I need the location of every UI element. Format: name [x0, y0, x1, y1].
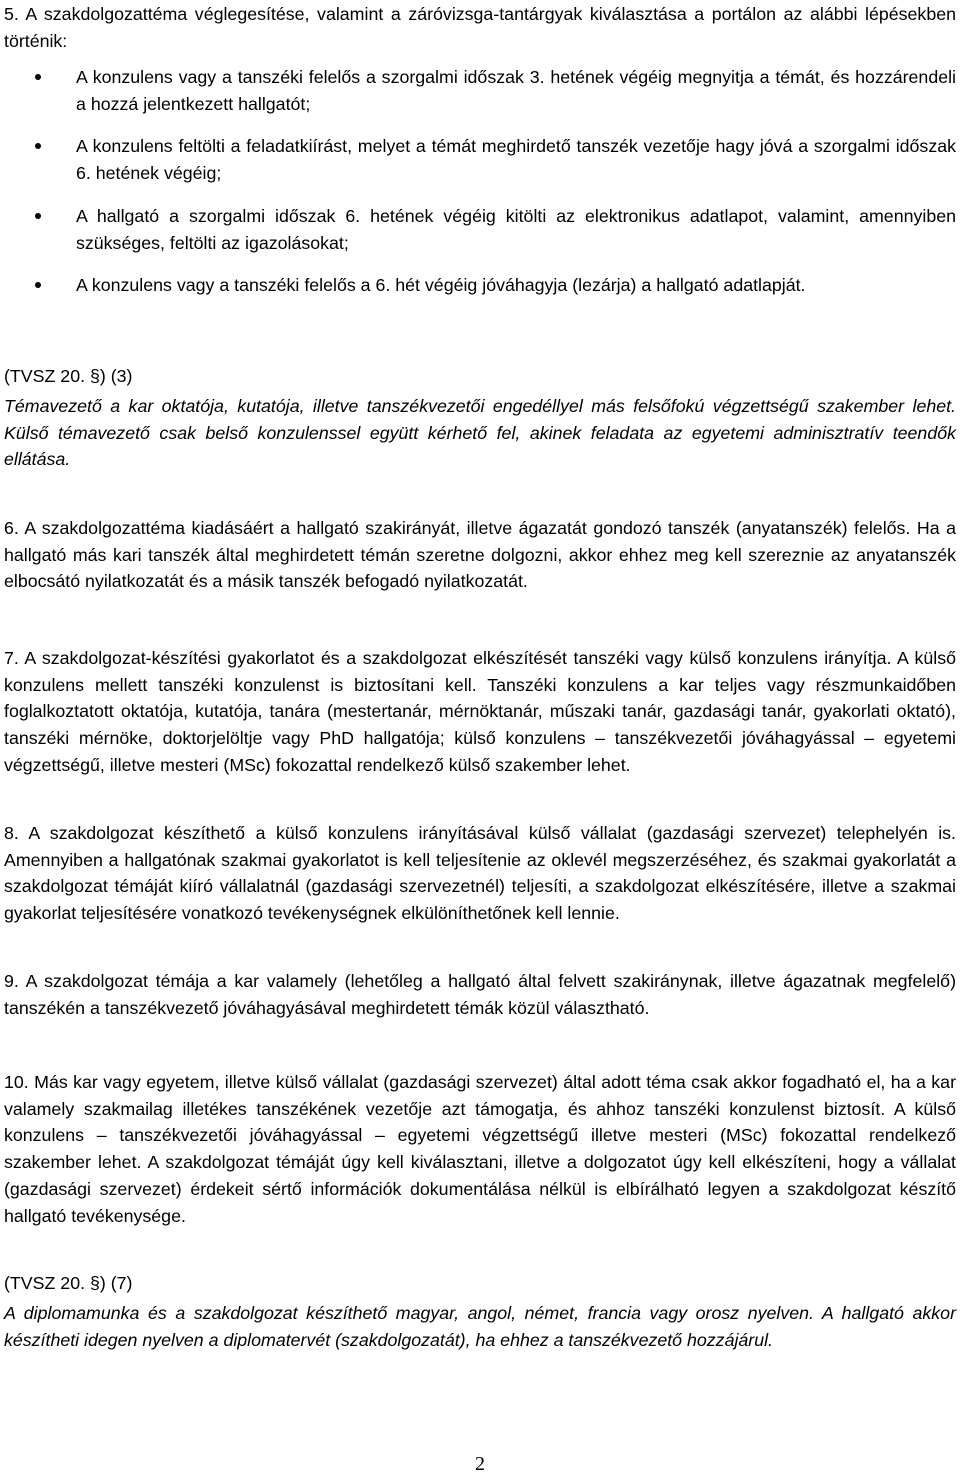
tvsz-reference-7: (TVSZ 20. §) (7)	[4, 1273, 133, 1293]
bullet-text: A konzulens feltölti a feladatkiírást, melyet a témát meghirdető tanszék vezetője hagy jóvá a szorgalmi időszak 6. hetének végéig;	[76, 136, 956, 184]
bullet-text: A hallgató a szorgalmi időszak 6. hetének végéig kitölti az elektronikus adatlapot, valamint, amennyiben szükséges, feltölti az igazolásokat;	[76, 205, 956, 253]
bullet-dot-icon	[35, 143, 41, 149]
page-number: 2	[475, 1453, 485, 1475]
bullet-dot-icon	[35, 213, 41, 219]
bullet-item	[4, 64, 956, 117]
bullet-item	[4, 272, 956, 299]
bullet-text: A konzulens vagy a tanszéki felelős a 6. hét végéig jóváhagyja (lezárja) a hallgató adatlapját.	[76, 275, 806, 296]
bullet-dot-icon	[35, 282, 41, 288]
bullet-item	[4, 133, 956, 186]
bullet-text: A konzulens vagy a tanszéki felelős a szorgalmi időszak 3. hetének végéig megnyitja a témát, és hozzárendeli a hozzá jelentkezett hallgatót;	[76, 67, 956, 114]
item-7-paragraph: 7. A szakdolgozat-készítési gyakorlatot és a szakdolgozat elkészítését tanszéki vagy külső konzulens irányítja. A külső konzulens mellett tanszéki konzulenst is biztosítani kell. Tanszéki konzulens a kar teljes vagy részmunkaidőben foglalkoztatott oktatója, kutatója, tanára (mestertanár, mérnöktanár, műszaki tanár, gazdasági tanár, gyakorlati oktató), tanszéki mérnöke, doktorjelöltje vagy PhD hallgatója; külső konzulens – tanszékvezetői jóváhagyással – egyetemi végzettségű, illetve mesteri (MSc) fokozattal rendelkező külső szakember lehet.	[4, 648, 956, 775]
tvsz-quote-7: A diplomamunka és a szakdolgozat készíthető magyar, angol, német, francia vagy orosz nyelven. A hallgató akkor készítheti idegen nyelven a diplomatervét (szakdolgozatát), ha ehhez a tanszékvezető hozzájárul.	[4, 1303, 956, 1350]
item-10-paragraph: 10. Más kar vagy egyetem, illetve külső vállalat (gazdasági szervezet) által adott téma csak akkor fogadható el, ha a kar valamely szakmailag illetékes tanszékének vezetője azt támogatja, és ahhoz tanszéki konzulenst biztosít. A külső konzulens – tanszékvezetői jóváhagyással – egyetemi végzettségű illetve mesteri (MSc) fokozattal rendelkező szakember lehet. A szakdolgozat témáját úgy kell kiválasztani, illetve a dolgozatot úgy kell elkészíteni, hogy a vállalat (gazdasági szervezet) érdekeit sértő információk dokumentálása nélkül is elbírálható legyen a szakdolgozat készítő hallgató tevékenysége.	[4, 1072, 956, 1226]
bullet-dot-icon	[35, 74, 41, 80]
item-8-paragraph: 8. A szakdolgozat készíthető a külső konzulens irányításával külső vállalat (gazdasági szervezet) telephelyén is. Amennyiben a hallgatónak szakmai gyakorlatot is kell teljesítenie az oklevél megszerzéséhez, és szakmai gyakorlatát a szakdolgozat témáját kiíró vállalatnál (gazdasági szervezetnél) teljesíti, a szakdolgozat elkészítésére, illetve a szakmai gyakorlat teljesítésére vonatkozó tevékenységnek elkülöníthetőnek kell lennie.	[4, 823, 956, 924]
bullet-item	[4, 203, 956, 256]
item-9-paragraph: 9. A szakdolgozat témája a kar valamely (lehetőleg a hallgató által felvett szakiránynak, illetve ágazatnak megfelelő) tanszékén a tanszékvezető jóváhagyásával meghirdetett témák közül választható.	[4, 971, 956, 1018]
item-5-bullet-list	[4, 64, 956, 299]
tvsz-reference-3: (TVSZ 20. §) (3)	[4, 366, 133, 386]
item-6-paragraph: 6. A szakdolgozattéma kiadásáért a hallgató szakirányát, illetve ágazatát gondozó tanszék (anyatanszék) felelős. Ha a hallgató más kari tanszék által meghirdetett témán szeretne dolgozni, akkor ehhez meg kell szereznie az anyatanszék elbocsátó nyilatkozatát és a másik tanszék befogadó nyilatkozatát.	[4, 518, 956, 592]
tvsz-quote-3: Témavezető a kar oktatója, kutatója, illetve tanszékvezetői engedéllyel más felsőfokú végzettségű szakember lehet. Külső témavezető csak belső konzulenssel együtt kérhető fel, akinek feladata az egyetemi adminisztratív teendők ellátása.	[4, 396, 956, 470]
item-5-intro: 5. A szakdolgozattéma véglegesítése, valamint a záróvizsga-tantárgyak kiválasztása a portálon az alábbi lépésekben történik:	[4, 4, 956, 51]
